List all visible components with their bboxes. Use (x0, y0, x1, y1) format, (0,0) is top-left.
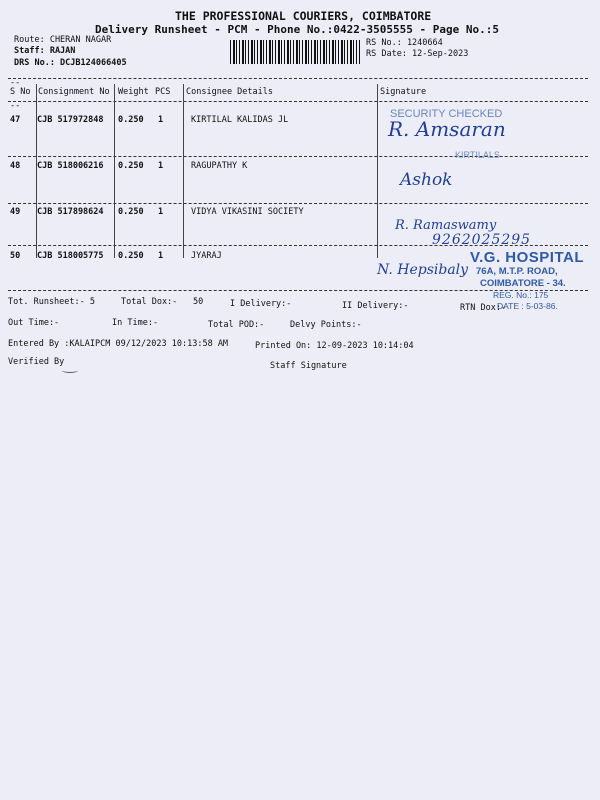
row-consignment: CJB 518005775 (37, 251, 104, 261)
col-header-weight: Weight (118, 87, 149, 97)
row-consignment: CJB 518006216 (37, 161, 104, 171)
row-sno: 50 (10, 251, 21, 261)
row-weight: 0.250 (118, 115, 144, 125)
row-consignee: KIRTILAL KALIDAS JL (191, 115, 289, 125)
runsheet-subtitle: Delivery Runsheet - PCM - Phone No.:0422-3505555 - Page No.:5 (95, 23, 499, 36)
col-divider (36, 84, 37, 258)
signature-row2: Ashok (400, 170, 453, 190)
dash-mark: -- (10, 101, 21, 111)
tot-runsheet: Tot. Runsheet:- 5 (8, 297, 95, 307)
out-time: Out Time:- (8, 318, 60, 328)
col-divider (183, 84, 184, 258)
row-rule (8, 156, 588, 157)
barcode (230, 40, 360, 64)
row-pcs: 1 (158, 207, 164, 217)
row-pcs: 1 (158, 115, 164, 125)
pen-mark (62, 368, 78, 373)
col-divider (114, 84, 115, 258)
signature-row1: R. Amsaran (388, 117, 506, 141)
staff-label: Staff: RAJAN (14, 46, 76, 56)
row-sno: 48 (10, 161, 21, 171)
hospital-stamp-address1: 76A, M.T.P. ROAD, (476, 266, 558, 277)
col-header-consignment: Consignment No (38, 87, 110, 97)
i-delivery: I Delivery:- (230, 299, 292, 309)
col-divider (377, 84, 378, 258)
hospital-stamp-date: DATE : 5-03-86. (497, 301, 558, 311)
rs-date: RS Date: 12-Sep-2023 (366, 49, 469, 59)
header-rule (8, 101, 588, 102)
row-consignee: VIDYA VIKASINI SOCIETY (191, 207, 304, 217)
verified-by: Verified By (8, 357, 65, 367)
total-dox-value: 50 (193, 297, 204, 307)
route-label: Route: CHERAN NAGAR (14, 35, 112, 45)
table-top-rule (8, 78, 588, 79)
row-weight: 0.250 (118, 161, 144, 171)
row-sno: 49 (10, 207, 21, 217)
ii-delivery: II Delivery:- (342, 301, 409, 311)
row-weight: 0.250 (118, 251, 144, 261)
staff-signature: Staff Signature (270, 361, 347, 371)
total-pod: Total POD:- (208, 320, 265, 330)
entered-by: Entered By :KALAIPCM 09/12/2023 10:13:58 AM (8, 339, 229, 349)
col-header-signature: Signature (380, 87, 427, 97)
hospital-stamp-name: V.G. HOSPITAL (470, 249, 585, 266)
hospital-stamp-reg: REG. No.: 175 (493, 290, 549, 300)
row-consignment: CJB 517972848 (37, 115, 104, 125)
in-time: In Time:- (112, 318, 159, 328)
row-consignee: JYARAJ (191, 251, 222, 261)
kirtilals-stamp: KIRTILALS (455, 150, 500, 160)
col-header-pcs: PCS (155, 87, 171, 97)
rs-number: RS No.: 1240664 (366, 38, 443, 48)
dash-mark: -- (10, 78, 21, 88)
rtn-dox: RTN Dox:- (460, 303, 507, 313)
hospital-stamp-address2: COIMBATORE - 34. (480, 278, 566, 289)
signature-row3-phone: 9262025295 (432, 232, 532, 248)
printed-on: Printed On: 12-09-2023 10:14:04 (255, 341, 414, 351)
row-pcs: 1 (158, 251, 164, 261)
row-rule (8, 203, 588, 204)
col-header-sno: S No (10, 87, 31, 97)
delvy-points: Delvy Points:- (290, 320, 362, 330)
total-dox-label: Total Dox:- (121, 297, 178, 307)
row-consignment: CJB 517898624 (37, 207, 104, 217)
row-pcs: 1 (158, 161, 164, 171)
row-consignee: RAGUPATHY K (191, 161, 248, 171)
security-checked-stamp: SECURITY CHECKED (390, 108, 503, 120)
row-sno: 47 (10, 115, 21, 125)
row-weight: 0.250 (118, 207, 144, 217)
company-title: THE PROFESSIONAL COURIERS, COIMBATORE (175, 9, 432, 23)
col-header-consignee: Consignee Details (186, 87, 273, 97)
signature-row3-name: R. Ramaswamy (395, 218, 497, 233)
signature-row4: N. Hepsibaly (377, 262, 469, 278)
drs-number: DRS No.: DCJB124066405 (14, 58, 127, 68)
